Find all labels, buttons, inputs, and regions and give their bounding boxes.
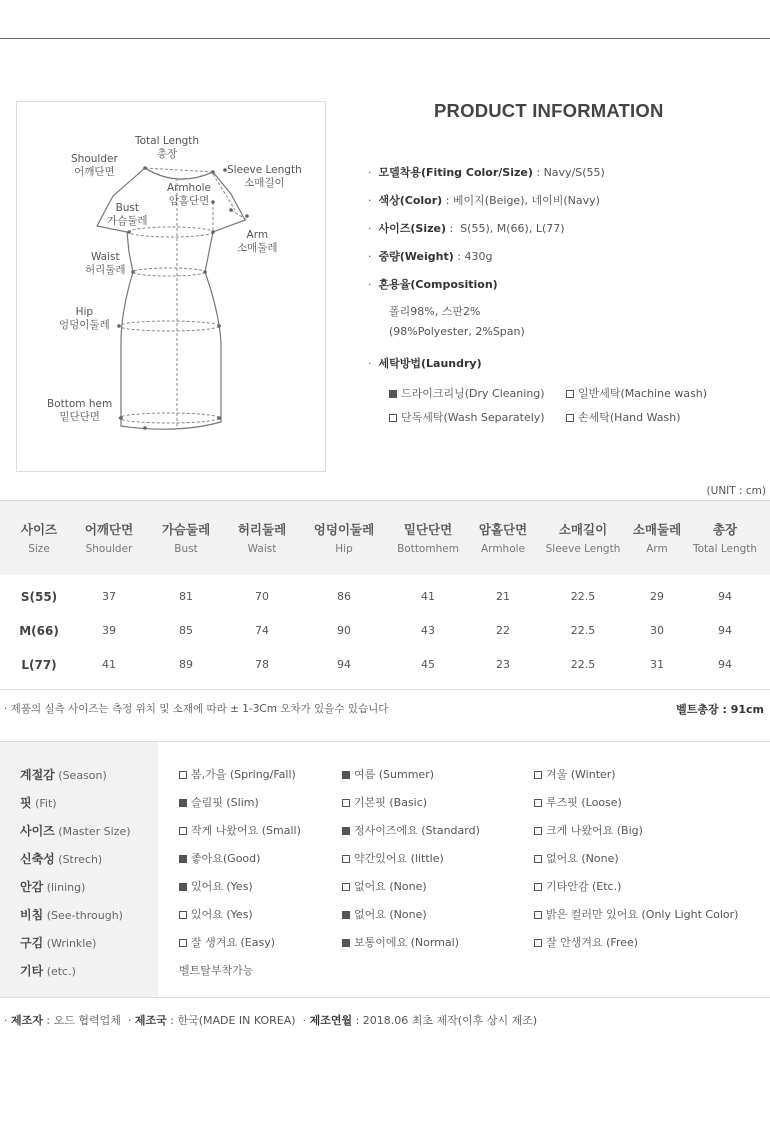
info-row-laundry: · 세탁방법(Laundry) — [368, 357, 482, 370]
label-armhole: Armhole 암홀단면 — [167, 182, 211, 207]
attribute-other: 벨트탈부착가능 — [179, 964, 254, 977]
checkbox-checked-icon — [179, 855, 187, 863]
size-header-ko: 가슴둘레 — [161, 522, 211, 537]
laundry-dry-cleaning: 드라이크리닝(Dry Cleaning) — [389, 385, 545, 401]
checkbox-empty-icon — [534, 883, 542, 891]
checkbox-empty-icon — [179, 827, 187, 835]
size-cell: 22.5 — [570, 624, 596, 637]
size-header-ko: 허리둘레 — [237, 522, 287, 537]
label-hip: Hip 엉덩이둘레 — [59, 306, 110, 331]
size-row-label: M(66) — [19, 624, 59, 638]
size-cell: 37 — [102, 590, 116, 603]
size-header-ko: 어깨단면 — [84, 522, 134, 537]
attribute-option: 잘 안생겨요 (Free) — [534, 934, 638, 950]
size-header-ko: 소매둘레 — [632, 522, 682, 537]
attribute-option: 있어요 (Yes) — [179, 906, 253, 922]
size-header-en: Size — [28, 543, 50, 555]
size-cell: 39 — [102, 624, 116, 637]
belt-length: 벨트총장 : 91cm — [676, 703, 764, 716]
size-header-en: Shoulder — [85, 543, 133, 555]
info-row-weight: · 중량(Weight) : 430g — [368, 250, 493, 263]
attribute-label: 구김 (Wrinkle) — [20, 936, 97, 950]
top-divider — [0, 38, 770, 39]
checkbox-checked-icon — [389, 390, 397, 398]
checkbox-empty-icon — [534, 911, 542, 919]
unit-label: (UNIT : cm) — [706, 485, 766, 497]
attribute-label: 핏 (Fit) — [20, 796, 57, 810]
size-header-ko: 소매길이 — [558, 522, 608, 537]
size-cell: 22 — [496, 624, 510, 637]
size-header-en: Waist — [247, 543, 277, 555]
checkbox-empty-icon — [566, 390, 574, 398]
checkbox-checked-icon — [342, 827, 350, 835]
attribute-label: 신축성 (Strech) — [20, 852, 103, 866]
attribute-option: 없어요 (None) — [342, 878, 427, 894]
size-cell: 78 — [255, 658, 269, 671]
attribute-option: 작게 나왔어요 (Small) — [179, 822, 301, 838]
attribute-option: 밝은 컬러만 있어요 (Only Light Color) — [534, 906, 738, 922]
size-row-label: S(55) — [20, 590, 58, 604]
neckline — [145, 168, 213, 179]
checkbox-empty-icon — [534, 771, 542, 779]
checkbox-empty-icon — [179, 771, 187, 779]
attribute-option: 정사이즈에요 (Standard) — [342, 822, 480, 838]
size-cell: 41 — [421, 590, 435, 603]
attribute-option: 루즈핏 (Loose) — [534, 794, 622, 810]
checkbox-empty-icon — [389, 414, 397, 422]
size-cell: 94 — [718, 658, 732, 671]
attribute-option: 겨울 (Winter) — [534, 766, 616, 782]
manufacturer-info: · 제조자 : 오드 협력업체 · 제조국 : 한국(MADE IN KOREA) · 제조연월 : 2018.06 최초 제작(이후 상시 제조) — [4, 1014, 538, 1027]
checkbox-checked-icon — [342, 939, 350, 947]
info-row-color: · 색상(Color) : 베이지(Beige), 네이비(Navy) — [368, 194, 600, 207]
label-sleeve-length: Sleeve Length 소매길이 — [227, 164, 302, 189]
size-header-en: Total Length — [692, 543, 758, 555]
label-arm: Arm 소매둘레 — [237, 229, 278, 254]
size-cell: 30 — [650, 624, 664, 637]
size-header-ko: 사이즈 — [20, 522, 58, 537]
laundry-wash-separately: 단독세탁(Wash Separately) — [389, 409, 545, 425]
info-row-size: · 사이즈(Size) : S(55), M(66), L(77) — [368, 222, 565, 235]
checkbox-checked-icon — [179, 883, 187, 891]
attribute-option: 없어요 (None) — [342, 906, 427, 922]
attribute-label: 비침 (See-through) — [20, 908, 123, 922]
composition-ko: 폴리98%, 스판2% — [389, 305, 481, 318]
size-header-ko: 총장 — [712, 522, 738, 537]
size-cell: 31 — [650, 658, 664, 671]
size-cell: 22.5 — [570, 590, 596, 603]
size-cell: 89 — [179, 658, 193, 671]
measurement-diagram — [16, 101, 326, 472]
size-header-en: Bottomhem — [397, 543, 459, 555]
checkbox-empty-icon — [534, 827, 542, 835]
label-shoulder: Shoulder 어깨단면 — [71, 153, 118, 178]
attribute-label: 계절감 (Season) — [20, 768, 107, 782]
checkbox-empty-icon — [342, 883, 350, 891]
checkbox-empty-icon — [179, 911, 187, 919]
product-info-title: PRODUCT INFORMATION — [434, 100, 664, 121]
attribute-option: 기본핏 (Basic) — [342, 794, 427, 810]
attribute-option: 잘 생겨요 (Easy) — [179, 934, 275, 950]
size-header-en: Hip — [335, 543, 353, 555]
size-cell: 23 — [496, 658, 510, 671]
checkbox-empty-icon — [566, 414, 574, 422]
attributes-bottom-divider — [0, 997, 770, 998]
attribute-option: 보통이에요 (Normal) — [342, 934, 459, 950]
checkbox-empty-icon — [179, 939, 187, 947]
size-cell: 21 — [496, 590, 510, 603]
attribute-option: 없어요 (None) — [534, 850, 619, 866]
attribute-label: 사이즈 (Master Size) — [20, 824, 131, 838]
size-cell: 81 — [179, 590, 193, 603]
size-cell: 94 — [718, 590, 732, 603]
size-note: · 제품의 실측 사이즈는 측정 위치 및 소재에 따라 ± 1-3Cm 오차가 있을수 있습니다 — [4, 703, 389, 715]
composition-en: (98%Polyester, 2%Span) — [389, 325, 525, 338]
label-bottom-hem: Bottom hem 밑단단면 — [47, 398, 113, 423]
size-header-en: Arm — [646, 543, 668, 555]
size-cell: 85 — [179, 624, 193, 637]
info-row-model: · 모델착용(Fiting Color/Size) : Navy/S(55) — [368, 166, 605, 179]
checkbox-empty-icon — [534, 855, 542, 863]
size-cell: 94 — [337, 658, 351, 671]
size-header-en: Bust — [174, 543, 198, 555]
checkbox-empty-icon — [534, 799, 542, 807]
checkbox-checked-icon — [179, 799, 187, 807]
size-cell: 70 — [255, 590, 269, 603]
size-header-en: Sleeve Length — [545, 543, 621, 555]
attribute-option: 좋아요(Good) — [179, 850, 260, 866]
laundry-hand-wash: 손세탁(Hand Wash) — [566, 409, 681, 425]
size-cell: 74 — [255, 624, 269, 637]
attribute-option: 봄,가을 (Spring/Fall) — [179, 766, 296, 782]
attribute-option: 있어요 (Yes) — [179, 878, 253, 894]
size-cell: 22.5 — [570, 658, 596, 671]
checkbox-empty-icon — [342, 855, 350, 863]
attribute-option: 여름 (Summer) — [342, 766, 434, 782]
size-header-ko: 엉덩이둘레 — [313, 522, 375, 537]
attribute-option: 슬림핏 (Slim) — [179, 794, 259, 810]
size-header-en: Armhole — [481, 543, 525, 555]
info-row-composition: · 혼용율(Composition) — [368, 278, 498, 291]
label-bust: Bust 가슴둘레 — [107, 202, 148, 227]
attribute-option: 크게 나왔어요 (Big) — [534, 822, 643, 838]
size-cell: 43 — [421, 624, 435, 637]
laundry-machine-wash: 일반세탁(Machine wash) — [566, 385, 707, 401]
attribute-label: 안감 (lining) — [20, 880, 86, 894]
table-bottom-divider — [0, 689, 770, 690]
attribute-option: 약간있어요 (little) — [342, 850, 444, 866]
size-cell: 41 — [102, 658, 116, 671]
size-cell: 94 — [718, 624, 732, 637]
size-cell: 90 — [337, 624, 351, 637]
checkbox-checked-icon — [342, 911, 350, 919]
checkbox-empty-icon — [534, 939, 542, 947]
size-cell: 86 — [337, 590, 351, 603]
size-cell: 45 — [421, 658, 435, 671]
attribute-option: 기타안감 (Etc.) — [534, 878, 621, 894]
label-total-length: Total Length 총장 — [135, 135, 200, 160]
size-row-label: L(77) — [21, 658, 57, 672]
size-header-ko: 밑단단면 — [403, 522, 453, 537]
size-header-ko: 암홀단면 — [478, 522, 528, 537]
size-cell: 29 — [650, 590, 664, 603]
label-waist: Waist 허리둘레 — [85, 251, 126, 276]
attribute-label: 기타 (etc.) — [20, 964, 76, 978]
checkbox-checked-icon — [342, 771, 350, 779]
checkbox-empty-icon — [342, 799, 350, 807]
